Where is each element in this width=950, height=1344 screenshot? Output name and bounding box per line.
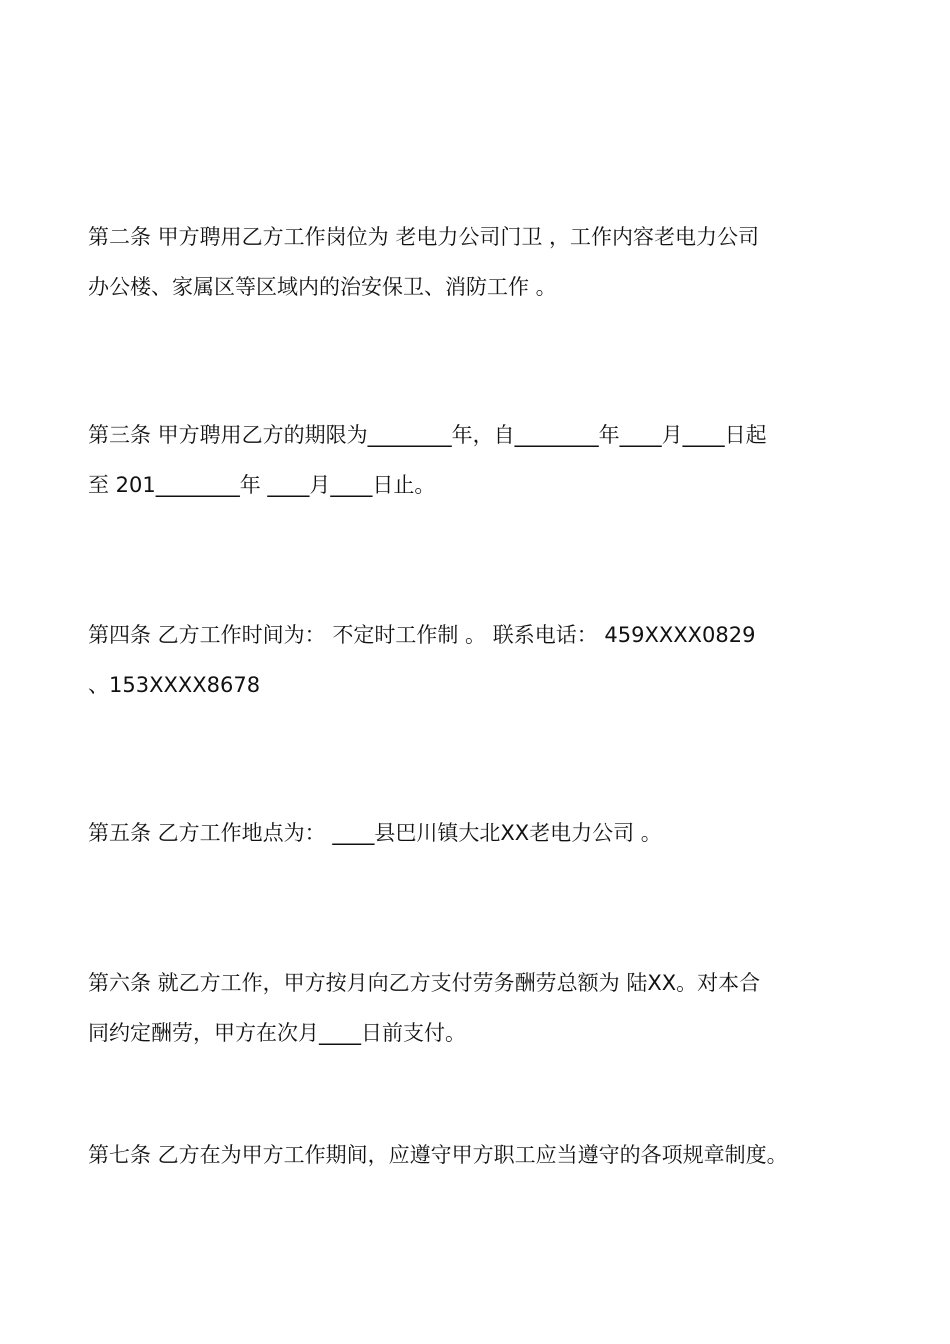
article-4-line-2: 、153XXXX8678 (88, 673, 261, 697)
article-3-line-1: 第三条 甲方聘用乙方的期限为________年，自________年____月____日起 (88, 423, 767, 447)
article-2 (88, 212, 878, 312)
article-5-line-1: 第五条 乙方工作地点为： ____县巴川镇大北XX老电力公司 。 (88, 821, 662, 845)
article-4-line-1: 第四条 乙方工作时间为： 不定时工作制 。 联系电话： 459XXXX0829 (88, 623, 756, 647)
article-4 (88, 610, 878, 710)
article-6-line-1: 第六条 就乙方工作，甲方按月向乙方支付劳务酬劳总额为 陆XX。对本合 (88, 971, 761, 995)
article-2-line-1: 第二条 甲方聘用乙方工作岗位为 老电力公司门卫 ，工作内容老电力公司 (88, 225, 760, 249)
article-7 (88, 1130, 878, 1180)
article-6-line-2: 同约定酬劳，甲方在次月____日前支付。 (88, 1021, 466, 1045)
article-3-line-2: 至 201________年 ____月____日止。 (88, 473, 436, 497)
article-5 (88, 808, 878, 858)
article-7-line-1: 第七条 乙方在为甲方工作期间，应遵守甲方职工应当遵守的各项规章制度。 (88, 1143, 788, 1167)
article-3 (88, 410, 878, 510)
article-2-line-2: 办公楼、家属区等区域内的治安保卫、消防工作 。 (88, 275, 557, 299)
article-6 (88, 958, 878, 1058)
